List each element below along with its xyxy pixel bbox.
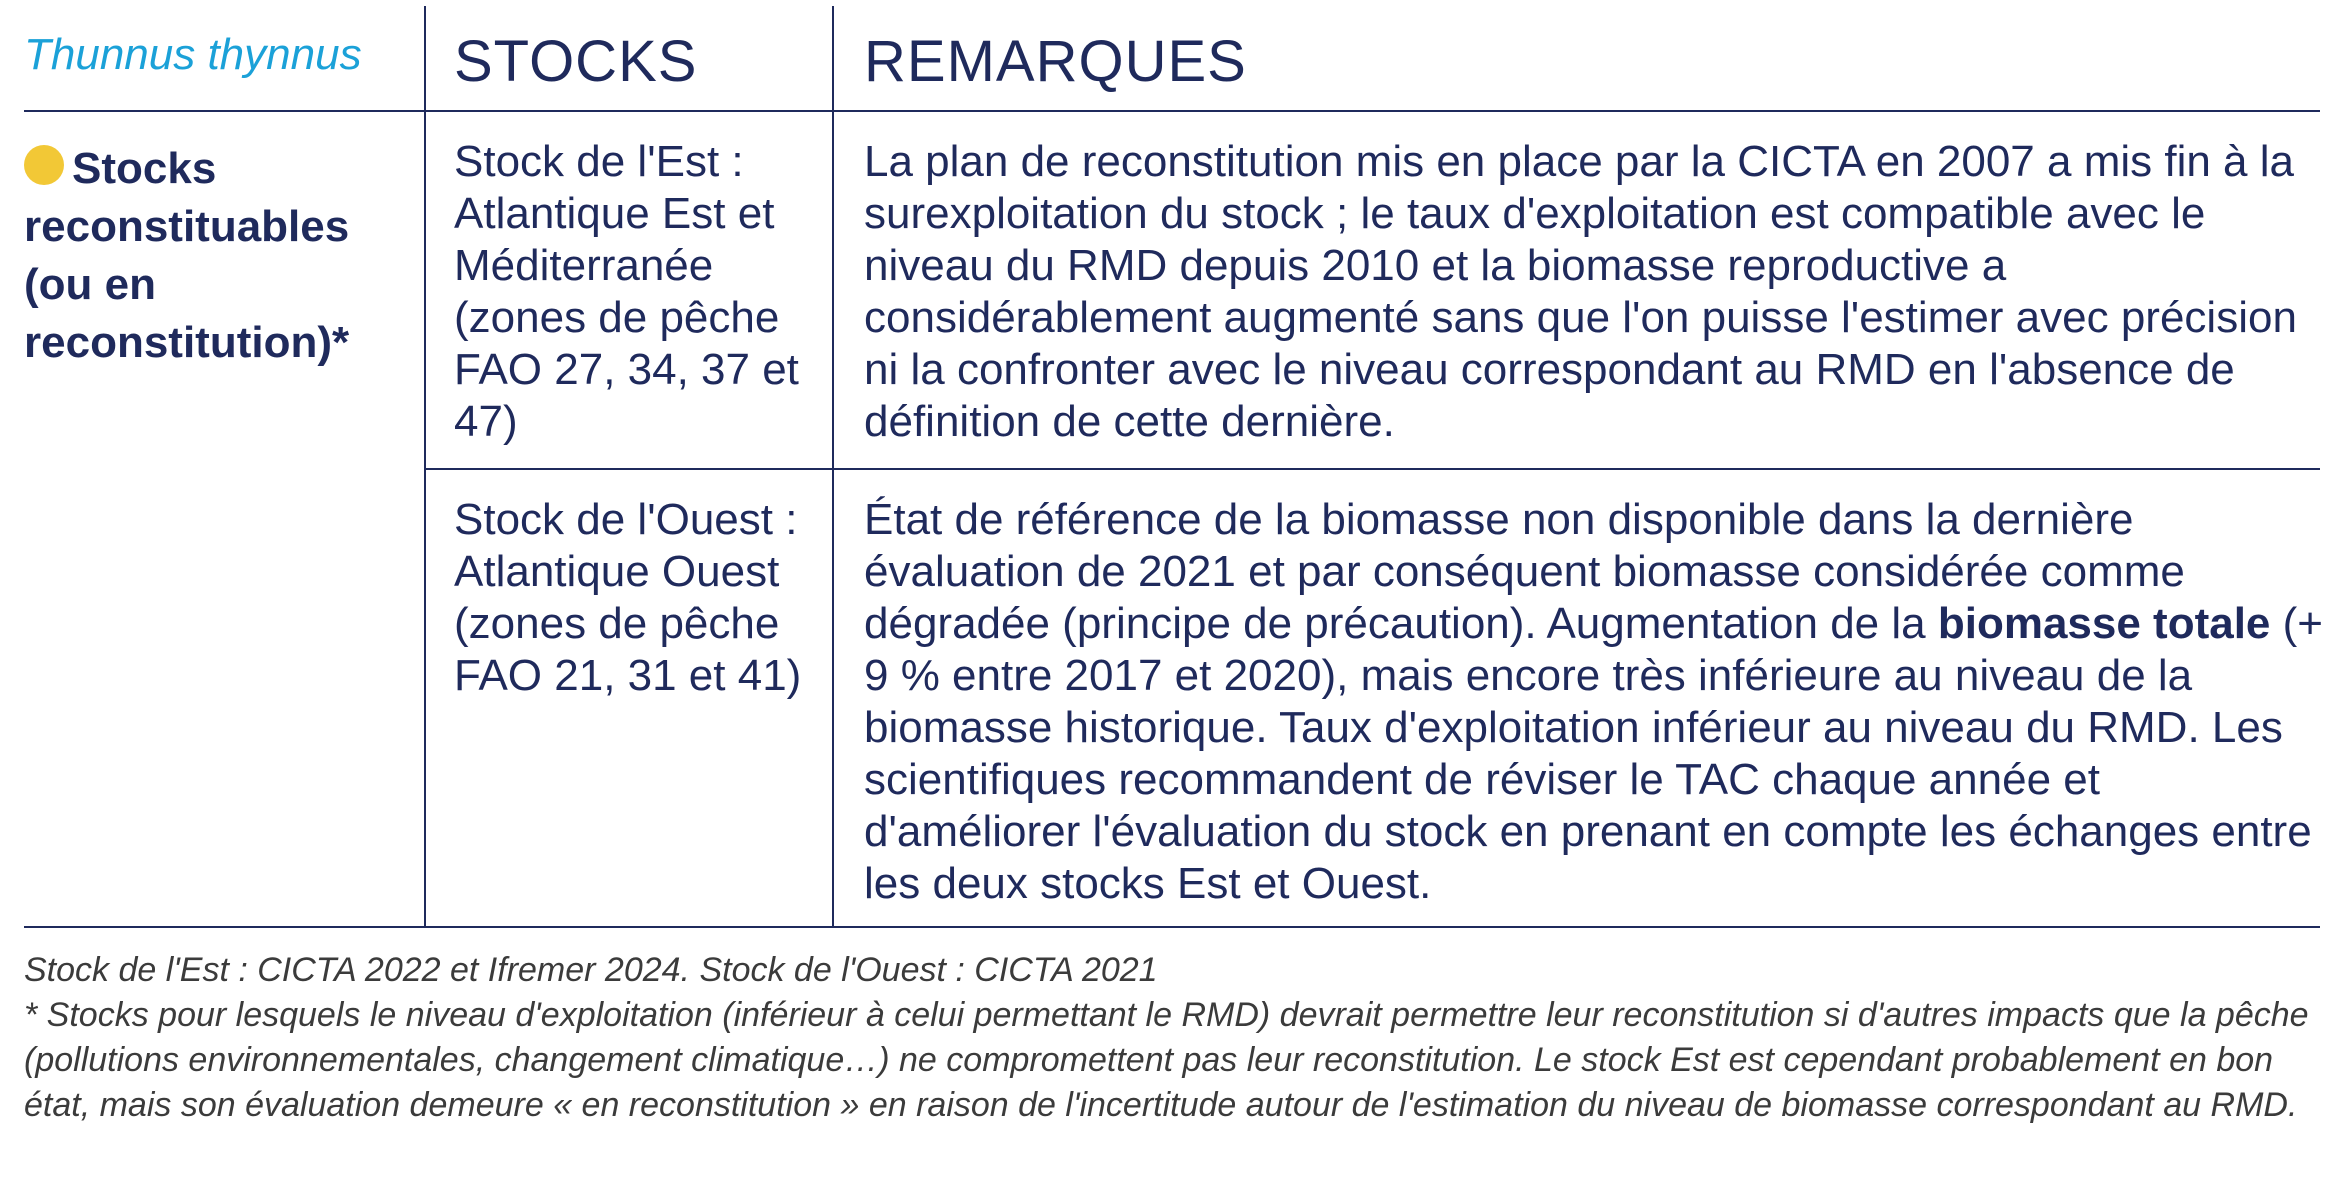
sources-note: Stock de l'Est : CICTA 2022 et Ifremer 2024. Stock de l'Ouest : CICTA 2021 xyxy=(24,951,1158,989)
remark-east-cell: La plan de reconstitution mis en place par la CICTA en 2007 a mis fin à la surexploitation du stock ; le taux d'exploitation est compatible avec le niveau du RMD depuis 2010 et la biomasse reproductive a considérablement augmenté sans que l'on puisse l'estimer avec précision ni la confronter avec le niveau correspondant au RMD en l'absence de définition de cette dernière. xyxy=(864,137,2297,446)
species-name: Thunnus thynnus xyxy=(24,30,362,79)
table-bottom-rule xyxy=(24,926,2320,928)
table-footnote xyxy=(24,948,2314,1128)
stock-east-cell: Stock de l'Est : Atlantique Est et Méditerranée (zones de pêche FAO 27, 34, 37 et 47) xyxy=(454,137,799,446)
category-cell xyxy=(24,140,414,372)
asterisk-note: * Stocks pour lesquels le niveau d'exploitation (inférieur à celui permettant le RMD) devrait permettre leur reconstitution si d'autres impacts que la pêche (pollutions environnementales, changement climatique…) ne compromettent pas leur reconstitution. Le stock Est est cependant probablement en bon état, mais son évaluation demeure « en reconstitution » en raison de l'incertitude autour de l'estimation du niveau de biomasse correspondant au RMD. xyxy=(24,996,2309,1124)
category-label: Stocks reconstituables (ou en reconstitution)* xyxy=(24,144,350,367)
remark-west-bold: biomasse totale xyxy=(1937,599,2271,648)
header-divider xyxy=(24,110,2320,112)
stock-west-cell: Stock de l'Ouest : Atlantique Ouest (zones de pêche FAO 21, 31 et 41) xyxy=(454,495,802,700)
remarks-column-header: REMARQUES xyxy=(864,29,1247,94)
remark-west-cell xyxy=(864,494,2324,910)
remark-west-text-2: (+ 9 % entre 2017 et 2020), mais encore très inférieure au niveau de la biomasse historique. Taux d'exploitation inférieur au niveau du RMD. Les scientifiques recommandent de réviser le TAC chaque année et d'améliorer l'évaluation du stock en prenant en compte les échanges entre les deux stocks Est et Ouest. xyxy=(864,599,2323,908)
stocks-column-header: STOCKS xyxy=(454,29,698,94)
stock-table xyxy=(24,0,2323,928)
column-divider-1 xyxy=(424,6,426,928)
row-divider xyxy=(424,468,2320,470)
remark-west-text-1: État de référence de la biomasse non disponible dans la dernière évaluation de 2021 et par conséquent biomasse considérée comme dégradée (principe de précaution). Augmentation de la xyxy=(864,495,2185,648)
status-dot-icon xyxy=(24,145,64,185)
